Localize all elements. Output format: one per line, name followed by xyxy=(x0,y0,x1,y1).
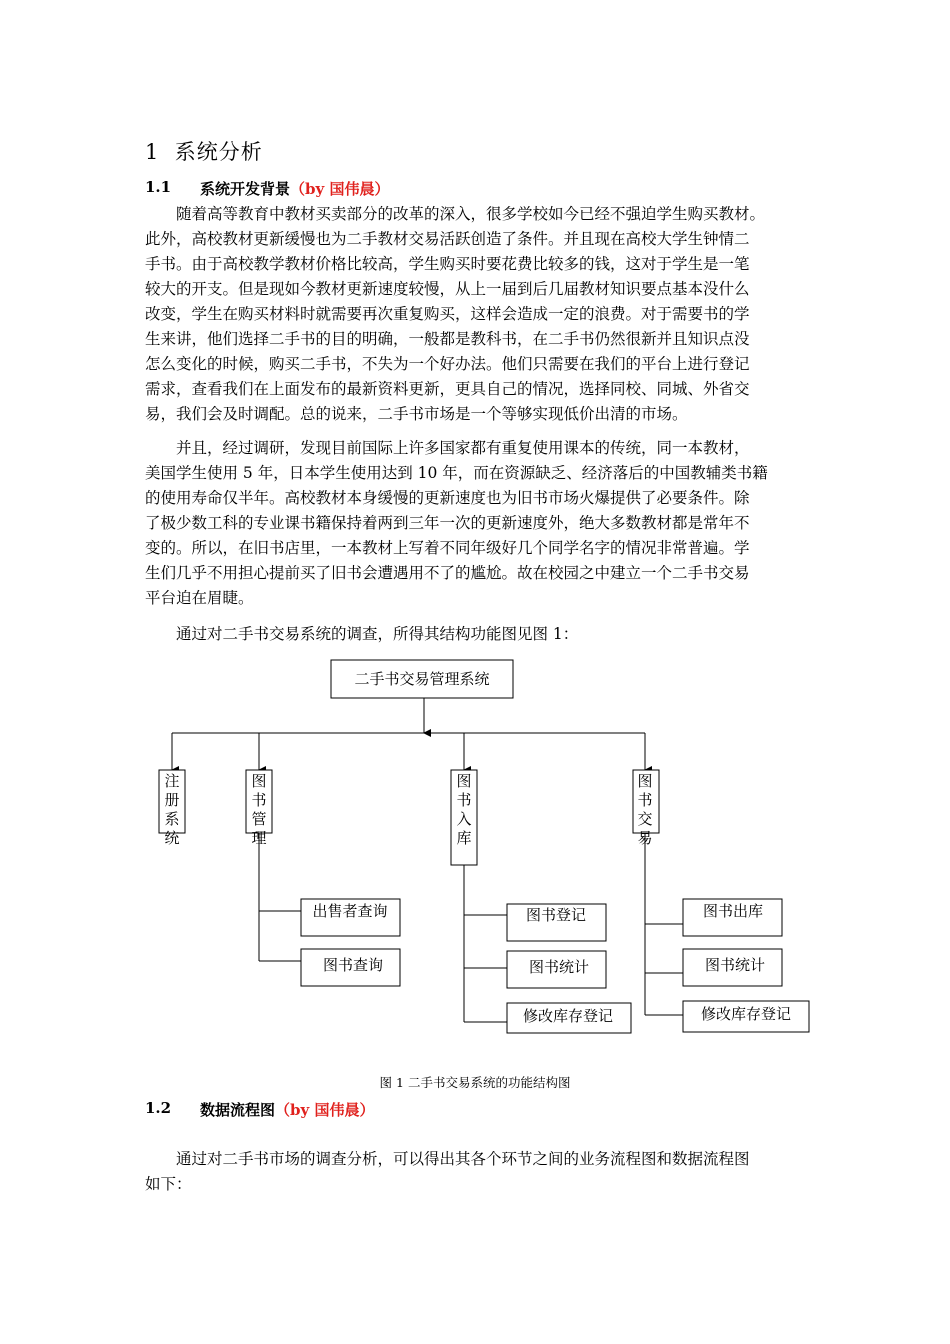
paragraph-line: 生来讲，他们选择二手书的目的明确，一般都是教科书，在二手书仍然很新并且知识点没 xyxy=(145,330,750,348)
paragraph-line: 通过对二手书市场的调查分析，可以得出其各个环节之间的业务流程图和数据流程图 xyxy=(176,1150,750,1168)
paragraph-line: 变的。所以，在旧书店里，一本教材上写着不同年级好几个同学名字的情况非常普遍。学 xyxy=(145,539,750,557)
paragraph-line: 较大的开支。但是现如今教材更新速度较慢，从上一届到后几届教材知识要点基本没什么 xyxy=(145,280,750,298)
diagram-child-label: 图书统计 xyxy=(528,958,590,976)
paragraph-line: 手书。由于高校教学教材价格比较高，学生购买时要花费比较多的钱，这对于学生是一笔 xyxy=(145,255,750,273)
diagram-branch-label: 注册系统 xyxy=(164,772,180,847)
paragraph-line: 美国学生使用 5 年，日本学生使用达到 10 年，而在资源缺乏、经济落后的中国教辅类书籍 xyxy=(145,464,768,482)
section-number: 1 xyxy=(145,140,160,164)
subsection-heading-2 xyxy=(145,1099,745,1121)
diagram-branch-label: 图书入库 xyxy=(456,772,472,847)
paragraph-line: 此外，高校教材更新缓慢也为二手教材交易活跃创造了条件。并且现在高校大学生钟情二 xyxy=(145,230,750,248)
paragraph-line: 生们几乎不用担心提前买了旧书会遭遇用不了的尴尬。故在校园之中建立一个二手书交易 xyxy=(145,564,750,582)
subsection-title: 数据流程图 xyxy=(200,1101,276,1119)
paragraph-line: 并且，经过调研，发现目前国际上许多国家都有重复使用课本的传统，同一本教材， xyxy=(176,439,750,457)
diagram-child-label: 图书登记 xyxy=(525,906,587,924)
diagram-root-label: 二手书交易管理系统 xyxy=(354,670,490,688)
paragraph-line: 易，我们会及时调配。总的说来，二手书市场是一个等够实现低价出清的市场。 xyxy=(145,405,688,423)
diagram-child-label: 修改库存登记 xyxy=(522,1007,614,1025)
diagram-branch-label: 图书交易 xyxy=(637,772,653,847)
paragraph-line: 了极少数工科的专业课书籍保持着两到三年一次的更新速度外，绝大多数教材都是常年不 xyxy=(145,514,750,532)
diagram-child-label: 图书统计 xyxy=(704,956,766,974)
figure-caption: 图 1 二手书交易系统的功能结构图 xyxy=(379,1075,571,1090)
paragraph-line: 改变，学生在购买材料时就需要再次重复购买，这样会造成一定的浪费。对于需要书的学 xyxy=(145,305,750,323)
paragraph-line: 如下： xyxy=(145,1175,192,1193)
paragraph-line: 的使用寿命仅半年。高校教材本身缓慢的更新速度也为旧书市场火爆提供了必要条件。除 xyxy=(145,489,750,507)
author-tag: （by 国伟晨） xyxy=(275,1101,375,1119)
paragraph-line: 怎么变化的时候，购买二手书，不失为一个好办法。他们只需要在我们的平台上进行登记 xyxy=(145,355,750,373)
paragraph-4 xyxy=(145,1147,808,1197)
subsection-number: 1.2 xyxy=(145,1099,172,1117)
diagram-child-label: 图书出库 xyxy=(702,902,764,920)
subsection-title: 系统开发背景 xyxy=(200,180,291,198)
paragraph-line: 随着高等教育中教材买卖部分的改革的深入，很多学校如今已经不强迫学生购买教材。 xyxy=(176,205,766,223)
paragraph-line: 平台迫在眉睫。 xyxy=(145,589,254,607)
section-title: 系统分析 xyxy=(174,140,263,164)
author-tag: （by 国伟晨） xyxy=(290,180,390,198)
diagram-child-label: 出售者查询 xyxy=(312,902,388,920)
diagram-child-label: 图书查询 xyxy=(322,956,384,974)
subsection-number: 1.1 xyxy=(145,178,172,196)
paragraph-line: 通过对二手书交易系统的调查，所得其结构功能图见图 1： xyxy=(176,625,579,643)
paragraph-line: 需求，查看我们在上面发布的最新资料更新，更具自己的情况，选择同校、同城、外省交 xyxy=(145,380,750,398)
diagram-branch-label: 图书管理 xyxy=(251,772,267,847)
diagram-child-label: 修改库存登记 xyxy=(700,1005,792,1023)
